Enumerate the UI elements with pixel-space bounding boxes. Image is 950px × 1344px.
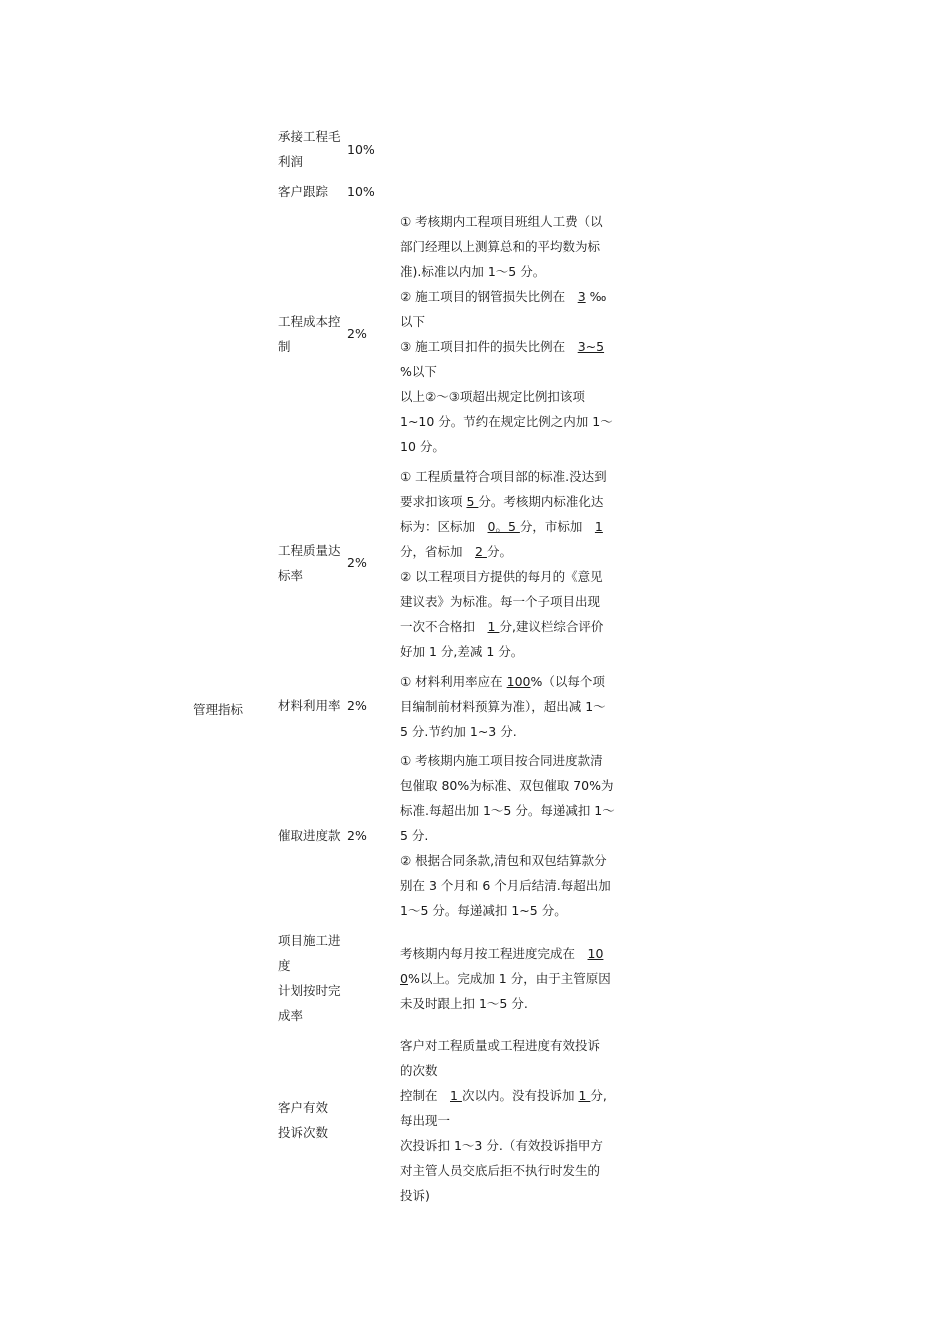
desc-line — [400, 384, 585, 409]
desc-line — [400, 848, 607, 873]
desc-line — [400, 234, 600, 259]
desc-line — [400, 1108, 450, 1133]
row-name: 客户有效 — [278, 1100, 329, 1115]
desc-text: 控制在 — [400, 1088, 451, 1103]
desc-text: 建议表》为标准。每一个子项目出现 — [400, 594, 601, 609]
category-label: 管理指标 — [193, 702, 244, 717]
desc-text: 分,建议栏综合评价 — [499, 619, 604, 634]
underlined-value: 1 — [487, 619, 500, 634]
desc-text: ② 施工项目的钢管损失比例在 — [400, 289, 578, 304]
desc-text: ① 材料利用率应在 — [400, 674, 507, 689]
desc-line — [400, 991, 528, 1016]
desc-line — [400, 284, 606, 309]
desc-text: %以上。完成加 1 分，由于主管原因 — [407, 971, 611, 986]
desc-text: 次以内。没有投诉加 — [461, 1088, 579, 1103]
desc-line — [400, 1033, 600, 1058]
desc-text: 5 分.节约加 1~3 分. — [400, 724, 517, 739]
desc-line — [400, 334, 604, 359]
desc-text: 次投诉扣 1～3 分.（有效投诉指甲方 — [400, 1138, 603, 1153]
desc-line — [400, 259, 545, 284]
desc-line — [400, 209, 603, 234]
underlined-value: 100 — [506, 674, 531, 689]
desc-line — [400, 539, 512, 564]
desc-line — [400, 614, 603, 639]
row-name: 项目施工进 — [278, 933, 341, 948]
desc-text: 标准.每超出加 1～5 分。每递减扣 1～ — [400, 803, 615, 818]
row-name: 客户跟踪 — [278, 184, 329, 199]
desc-text: 10 分。 — [400, 439, 445, 454]
desc-text: 的次数 — [400, 1063, 438, 1078]
underlined-value: 5 — [466, 494, 479, 509]
desc-line — [400, 589, 600, 614]
desc-text: 分，市标加 — [519, 519, 595, 534]
desc-line — [400, 409, 613, 434]
desc-text: 以下 — [400, 314, 426, 329]
desc-text: 部门经理以上测算总和的平均数为标 — [400, 239, 601, 254]
desc-text: 一次不合格扣 — [400, 619, 488, 634]
row-name: 度 — [278, 958, 291, 973]
underlined-value: 1 — [578, 1088, 591, 1103]
desc-line — [400, 719, 517, 744]
desc-line — [400, 1083, 607, 1108]
desc-line — [400, 564, 603, 589]
desc-text: 分, — [590, 1088, 607, 1103]
desc-text: 要求扣该项 — [400, 494, 467, 509]
desc-text: 标为：区标加 — [400, 519, 488, 534]
desc-line — [400, 773, 614, 798]
row-name: 承接工程毛 — [278, 129, 341, 144]
row-weight: 10% — [347, 142, 375, 157]
underlined-value: 3~5 — [577, 339, 605, 354]
desc-line — [400, 873, 611, 898]
row-name: 工程质量达 — [278, 543, 341, 558]
desc-line — [400, 309, 425, 334]
row-name: 投诉次数 — [278, 1125, 329, 1140]
desc-text: 分，省标加 — [400, 544, 476, 559]
desc-line — [400, 748, 603, 773]
desc-line — [400, 966, 611, 991]
row-weight: 2% — [347, 828, 367, 843]
desc-text: ② 以工程项目方提供的每月的《意见 — [400, 569, 603, 584]
desc-text: ‰ — [585, 289, 607, 304]
desc-text: 以上②～③项超出规定比例扣该项 — [400, 389, 585, 404]
underlined-value: 3 — [577, 289, 586, 304]
desc-text: 好加 1 分,差减 1 分。 — [400, 644, 524, 659]
desc-text: 包催取 80%为标准、双包催取 70%为 — [400, 778, 614, 793]
desc-line — [400, 359, 437, 384]
underlined-value: 10 — [587, 946, 604, 961]
desc-text: ① 考核期内施工项目按合同进度款清 — [400, 753, 603, 768]
desc-line — [400, 1133, 603, 1158]
desc-text: %（以每个项 — [530, 674, 605, 689]
desc-line — [400, 669, 605, 694]
desc-line — [400, 941, 603, 966]
row-weight: 2% — [347, 555, 367, 570]
row-name: 工程成本控 — [278, 314, 341, 329]
row-name: 材料利用率 — [278, 698, 341, 713]
desc-line — [400, 1158, 600, 1183]
desc-text: 未及时跟上扣 1～5 分. — [400, 996, 528, 1011]
desc-line — [400, 464, 607, 489]
desc-text: 考核期内每月按工程进度完成在 — [400, 946, 588, 961]
desc-text: 1~10 分。节约在规定比例之内加 1～ — [400, 414, 613, 429]
desc-line — [400, 514, 603, 539]
desc-text: ③ 施工项目扣件的损失比例在 — [400, 339, 578, 354]
underlined-value: 1 — [594, 519, 603, 534]
desc-text: 分。 — [486, 544, 512, 559]
desc-line — [400, 434, 445, 459]
desc-text: 对主管人员交底后拒不执行时发生的 — [400, 1163, 601, 1178]
underlined-value: 0。5 — [487, 519, 520, 534]
row-name: 催取进度款 — [278, 828, 341, 843]
desc-line — [400, 639, 523, 664]
row-name: 计划按时完 — [278, 983, 341, 998]
desc-text: ① 考核期内工程项目班组人工费（以 — [400, 214, 603, 229]
desc-text: 5 分. — [400, 828, 429, 843]
desc-text: 准).标准以内加 1～5 分。 — [400, 264, 546, 279]
desc-text: 投诉) — [400, 1188, 430, 1203]
row-name: 成率 — [278, 1008, 304, 1023]
desc-text: ① 工程质量符合项目部的标准.没达到 — [400, 469, 607, 484]
desc-line — [400, 694, 606, 719]
desc-line — [400, 1058, 438, 1083]
underlined-value: 1 — [450, 1088, 462, 1103]
desc-text: %以下 — [400, 364, 437, 379]
desc-line — [400, 1183, 430, 1208]
desc-text: 1～5 分。每递减扣 1~5 分。 — [400, 903, 567, 918]
desc-text: 分。考核期内标准化达 — [478, 494, 604, 509]
desc-line — [400, 898, 567, 923]
desc-line — [400, 798, 615, 823]
desc-text: 别在 3 个月和 6 个月后结清.每超出加 — [400, 878, 611, 893]
underlined-value: 0 — [400, 971, 408, 986]
desc-text: ② 根据合同条款,清包和双包结算款分 — [400, 853, 607, 868]
row-name: 标率 — [278, 568, 304, 583]
row-name: 制 — [278, 339, 291, 354]
row-name: 利润 — [278, 154, 304, 169]
row-weight: 2% — [347, 698, 367, 713]
row-weight: 2% — [347, 326, 367, 341]
desc-text: 每出现一 — [400, 1113, 451, 1128]
underlined-value: 2 — [475, 544, 487, 559]
desc-text: 客户对工程质量或工程进度有效投诉 — [400, 1038, 601, 1053]
row-weight: 10% — [347, 184, 375, 199]
desc-text: 目编制前材料预算为准），超出减 1～ — [400, 699, 606, 714]
desc-line — [400, 489, 603, 514]
desc-line — [400, 823, 428, 848]
